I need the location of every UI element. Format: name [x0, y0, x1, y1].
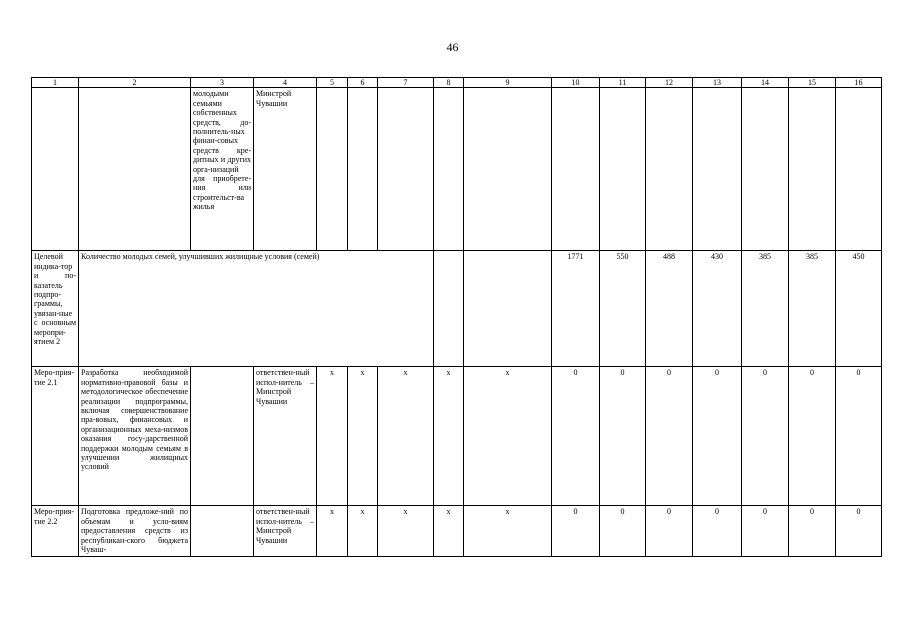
- column-number: 7: [378, 78, 434, 88]
- cell-value: 0: [789, 367, 836, 506]
- cell-measure-description: Разработка необходимой нормативно-правовой базы и методологическое обеспечение реализации подпрограммы, включая совершенствование пра-вовых, финансовых и организационных меха-низмов оказания госу-дарственной поддержки молодым семьям в улучшении жилищных условий: [79, 367, 191, 506]
- cell-mark: x: [317, 506, 348, 557]
- cell-value: 0: [552, 506, 600, 557]
- table-row-continuation: [32, 88, 882, 251]
- cell-mark: x: [378, 367, 434, 506]
- column-number: 14: [742, 78, 789, 88]
- cell-mark: x: [317, 367, 348, 506]
- cell-value: 0: [693, 506, 742, 557]
- cell-value: 0: [742, 506, 789, 557]
- cell-mark: x: [348, 506, 378, 557]
- cell-measure-description: Подготовка предложе-ний по объемам и усло-виям предоставления средств из республикан-ского бюджета Чуваш-: [79, 506, 191, 557]
- cell-mark: x: [348, 367, 378, 506]
- column-number: 4: [254, 78, 317, 88]
- cell-value: 488: [646, 251, 693, 367]
- cell-value: 1771: [552, 251, 600, 367]
- column-number: 3: [191, 78, 254, 88]
- column-number: 10: [552, 78, 600, 88]
- column-number: 5: [317, 78, 348, 88]
- cell-value: 450: [836, 251, 882, 367]
- program-table: [31, 77, 882, 557]
- cell-measure-label: Меро-прия-тие 2.1: [32, 367, 79, 506]
- column-number: 15: [789, 78, 836, 88]
- cell-funding-sources: молодыми семьями собственных средств, до-полнитель-ных финан-совых средств кре-дитных и других орга-низаций для приобрете-ния или строительст-ва жилья: [191, 88, 254, 251]
- cell-value: 0: [600, 506, 646, 557]
- cell-value: 385: [789, 251, 836, 367]
- cell-empty: [191, 506, 254, 557]
- cell-value: 0: [742, 367, 789, 506]
- column-number: 13: [693, 78, 742, 88]
- cell-mark: x: [464, 506, 552, 557]
- cell-responsible: Минстрой Чувашии: [254, 88, 317, 251]
- cell-value: 550: [600, 251, 646, 367]
- cell-empty: [191, 367, 254, 506]
- column-number: 9: [464, 78, 552, 88]
- table-row-measure-2-1: [32, 367, 882, 506]
- cell-value: 385: [742, 251, 789, 367]
- cell-value: 0: [693, 367, 742, 506]
- cell-value: 0: [789, 506, 836, 557]
- column-number: 2: [79, 78, 191, 88]
- column-number: 8: [434, 78, 464, 88]
- cell-responsible: ответствен-ный испол-нитель – Минстрой Чувашии: [254, 506, 317, 557]
- cell-value: 0: [646, 506, 693, 557]
- cell-value: 0: [836, 367, 882, 506]
- cell-value: 0: [600, 367, 646, 506]
- column-number-row: [32, 78, 882, 88]
- cell-value: 0: [646, 367, 693, 506]
- cell-value: 0: [552, 367, 600, 506]
- cell-mark: x: [434, 506, 464, 557]
- cell-responsible: ответствен-ный испол-нитель – Минстрой Чувашии: [254, 367, 317, 506]
- column-number: 1: [32, 78, 79, 88]
- page-number: 46: [446, 40, 459, 54]
- column-number: 11: [600, 78, 646, 88]
- cell-mark: x: [434, 367, 464, 506]
- column-number: 6: [348, 78, 378, 88]
- table-row-measure-2-2: [32, 506, 882, 557]
- cell-mark: x: [464, 367, 552, 506]
- cell-indicator-text: Количество молодых семей, улучшивших жилищные условия (семей): [79, 251, 434, 367]
- column-number: 12: [646, 78, 693, 88]
- cell-indicator-label: Целевой индика-тор и по-казатель подпро-граммы, увязан-ные с основным меропри-ятием 2: [32, 251, 79, 367]
- cell-value: 430: [693, 251, 742, 367]
- cell-value: 0: [836, 506, 882, 557]
- column-number: 16: [836, 78, 882, 88]
- table-row-indicator: [32, 251, 882, 367]
- cell-measure-label: Меро-прия-тие 2.2: [32, 506, 79, 557]
- cell-mark: x: [378, 506, 434, 557]
